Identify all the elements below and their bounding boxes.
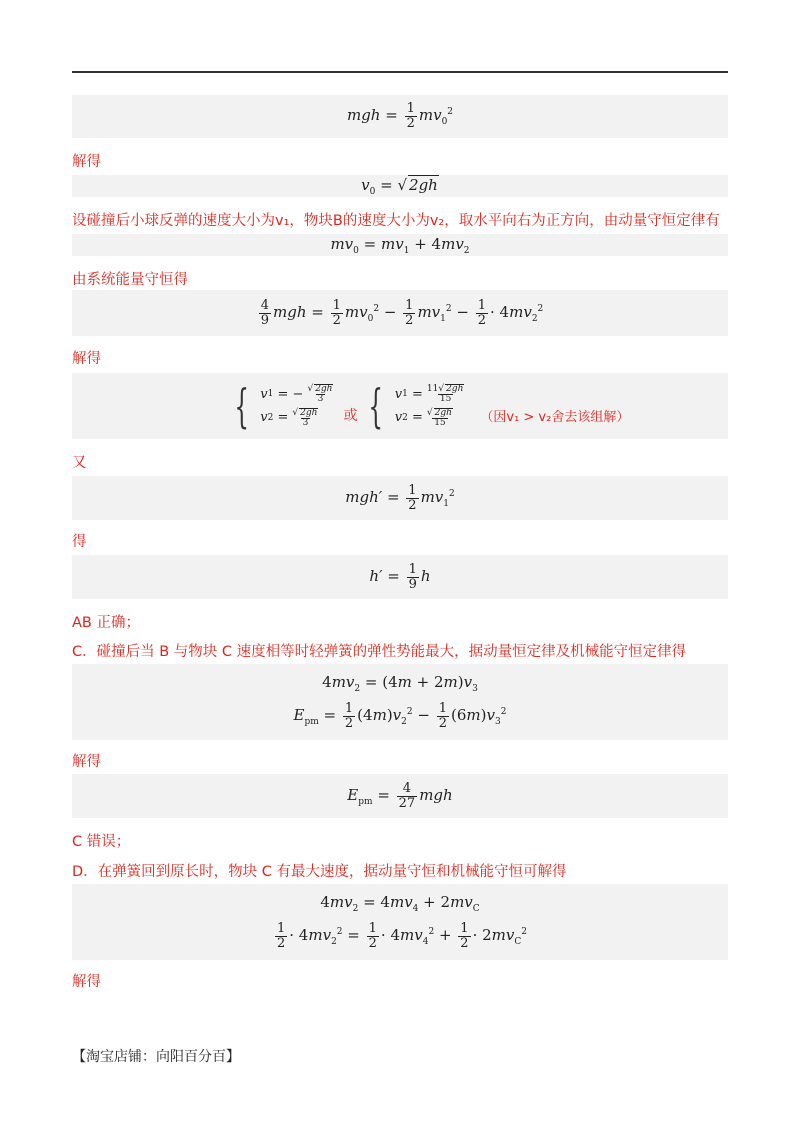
equation: h′ = $\frac{1}{9}$ h <box>369 561 431 592</box>
equation-box-rebound <box>72 476 728 520</box>
label-de: 得 <box>72 534 87 550</box>
or-label: 或 <box>343 408 358 424</box>
equation: mgh = $\frac{1}{2}$ $mv_0^2$ <box>346 101 454 131</box>
equation: $v_0$ = √ 2gh <box>361 176 438 197</box>
d-statement: D．在弹簧回到原长时，物块 C 有最大速度，据动量守恒和机械能守恒可解得 <box>72 864 567 880</box>
equation-box-energy-conservation <box>72 290 728 336</box>
equation-box-solutions <box>72 373 728 439</box>
intro-text: 设碰撞后小球反弹的速度大小为v₁，物块B的速度大小为v₂，取水平向右为正方向，由动量守恒定律有 <box>72 213 720 229</box>
energy-text: 由系统能量守恒得 <box>72 272 188 288</box>
label-jiede: 解得 <box>72 154 101 170</box>
equation-box-height <box>72 555 728 599</box>
c-wrong: C 错误； <box>72 834 131 850</box>
equation-box-energy-drop <box>72 95 728 138</box>
reject-note: （因v₁ > v₂舍去该组解） <box>480 409 630 425</box>
equation-box-d <box>72 884 728 960</box>
label-jiede: 解得 <box>72 974 101 990</box>
equation: $\frac{1}{2}$ · $4mv_2^2$ = $\frac{1}{2}$ · $4mv_4^2$ + $\frac{1}{2}$ · $2mv_C^2$ <box>276 921 527 951</box>
label-you: 又 <box>72 455 87 471</box>
solution-set-2: { v 1 = $\frac{11√ 2gh}{15}$ v 2 = $\frac{√ 2gh}{15}$ <box>368 379 464 433</box>
equation: mgh′ = $\frac{1}{2}$ $mv_1^2$ <box>345 482 455 513</box>
equation-box-momentum <box>72 234 728 256</box>
label-jiede: 解得 <box>72 351 101 367</box>
equation: $E_{pm}$ = $\frac{4}{27}$ mgh <box>347 780 453 811</box>
equation: $4mv_2 = (4m + 2m)v_3$ <box>322 673 478 695</box>
solution-set-1: { v 1 = − $\frac{√ 2gh}{3}$ v 2 = $\frac{√ 2gh}{3}$ <box>234 379 333 433</box>
c-statement: C．碰撞后当 B 与物块 C 速度相等时轻弹簧的弹性势能最大，据动量恒定律及机械能守恒定律得 <box>72 644 687 660</box>
equation: $E_{pm}$ = $\frac{1}{2}$ $(4m)v_2^2$ − $\frac{1}{2}$ $(6m)v_3^2$ <box>293 701 507 731</box>
equation-box-epm <box>72 774 728 818</box>
equation-box-v0 <box>72 175 728 197</box>
ab-correct: AB 正确； <box>72 615 140 631</box>
equation-box-c <box>72 664 728 740</box>
equation: $4mv_2 = 4mv_4 + 2mv_C$ <box>320 893 480 915</box>
label-jiede: 解得 <box>72 754 101 770</box>
equation: $mv_0 = mv_1 + 4mv_2$ <box>330 234 470 256</box>
header-rule <box>72 71 728 73</box>
footer-shop: 【淘宝店铺：向阳百分百】 <box>72 1049 240 1065</box>
equation: $\frac{4}{9}$ mgh = $\frac{1}{2}$ $mv_0^2$ − $\frac{1}{2}$ $mv_1^2$ − $\frac{1}{2}$ · $4mv_2^2$ <box>260 297 544 328</box>
